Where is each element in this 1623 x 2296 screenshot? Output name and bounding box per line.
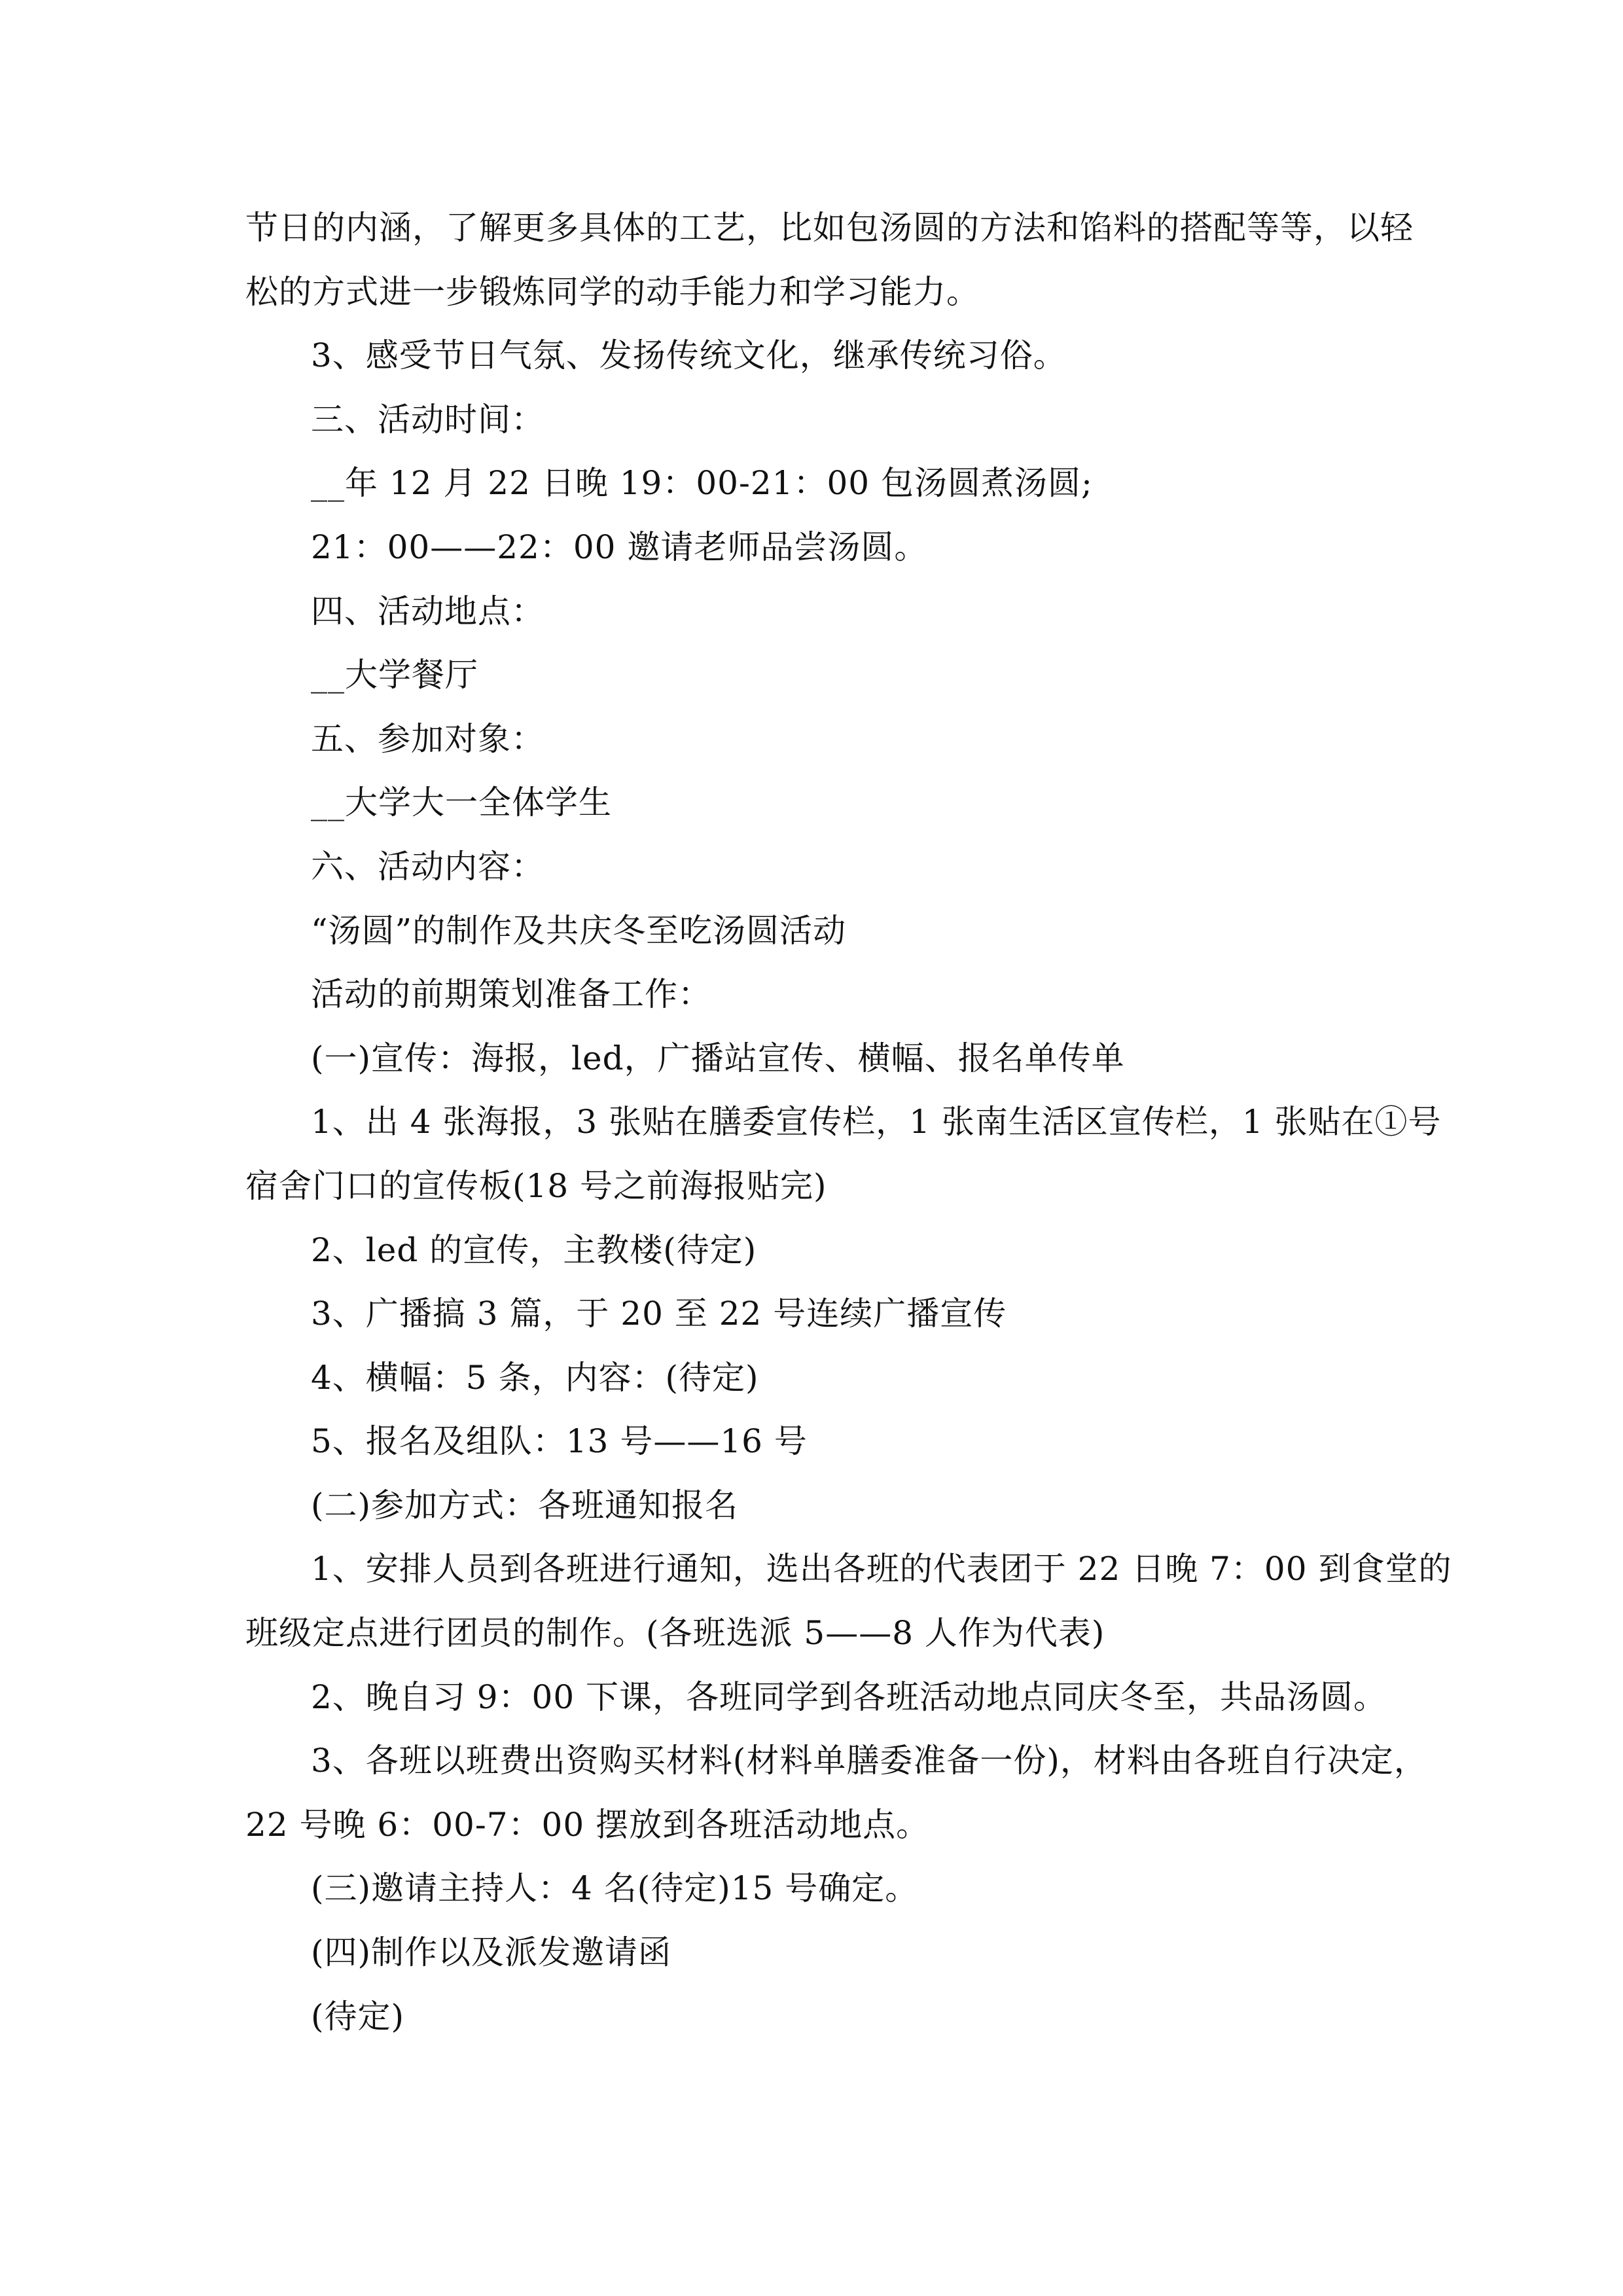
subsection-heading-invitation: (四)制作以及派发邀请函: [311, 1933, 672, 1972]
text-line: 2、led 的宣传，主教楼(待定): [311, 1230, 757, 1269]
subsection-heading-host: (三)邀请主持人：4 名(待定)15 号确定。: [311, 1869, 919, 1908]
text-line: 松的方式进一步锻炼同学的动手能力和学习能力。: [245, 272, 980, 311]
text-line: __年 12 月 22 日晚 19：00-21：00 包汤圆煮汤圆;: [311, 464, 1093, 503]
text-line: 班级定点进行团员的制作。(各班选派 5——8 人作为代表): [245, 1614, 1105, 1653]
text-line: 2、晚自习 9：00 下课，各班同学到各班活动地点同庆冬至，共品汤圆。: [311, 1677, 1387, 1716]
text-line: 活动的前期策划准备工作：: [311, 975, 711, 1014]
text-line: 1、安排人员到各班进行通知，选出各班的代表团于 22 日晚 7：00 到食堂的: [311, 1550, 1452, 1588]
text-line: __大学餐厅: [311, 656, 478, 694]
text-line: 4、横幅：5 条，内容：(待定): [311, 1358, 759, 1397]
section-heading-content: 六、活动内容：: [311, 847, 544, 886]
subsection-heading-participation: (二)参加方式：各班通知报名: [311, 1486, 739, 1524]
text-line: 5、报名及组队：13 号——16 号: [311, 1422, 808, 1461]
section-heading-participants: 五、参加对象：: [311, 719, 544, 758]
text-line: 节日的内涵，了解更多具体的工艺，比如包汤圆的方法和馅料的搭配等等，以轻: [245, 209, 1414, 247]
text-line: “汤圆”的制作及共庆冬至吃汤圆活动: [311, 911, 847, 950]
text-line: 21：00——22：00 邀请老师品尝汤圆。: [311, 528, 928, 566]
text-line: 宿舍门口的宣传板(18 号之前海报贴完): [245, 1166, 827, 1205]
text-line: 1、出 4 张海报，3 张贴在膳委宣传栏，1 张南生活区宣传栏，1 张贴在①号: [311, 1103, 1442, 1141]
text-line: 22 号晚 6：00-7：00 摆放到各班活动地点。: [245, 1805, 930, 1844]
section-heading-time: 三、活动时间：: [311, 400, 544, 439]
text-line: 3、感受节日气氛、发扬传统文化，继承传统习俗。: [311, 336, 1067, 375]
text-line: 3、各班以班费出资购买材料(材料单膳委准备一份)，材料由各班自行决定，: [311, 1742, 1427, 1780]
document-body: [245, 196, 1452, 2049]
text-line: (待定): [311, 1997, 405, 2036]
text-line: 3、广播搞 3 篇，于 20 至 22 号连续广播宣传: [311, 1295, 1007, 1333]
subsection-heading-publicity: (一)宣传：海报，led，广播站宣传、横幅、报名单传单: [311, 1039, 1125, 1077]
section-heading-location: 四、活动地点：: [311, 592, 544, 630]
text-line: __大学大一全体学生: [311, 783, 612, 822]
